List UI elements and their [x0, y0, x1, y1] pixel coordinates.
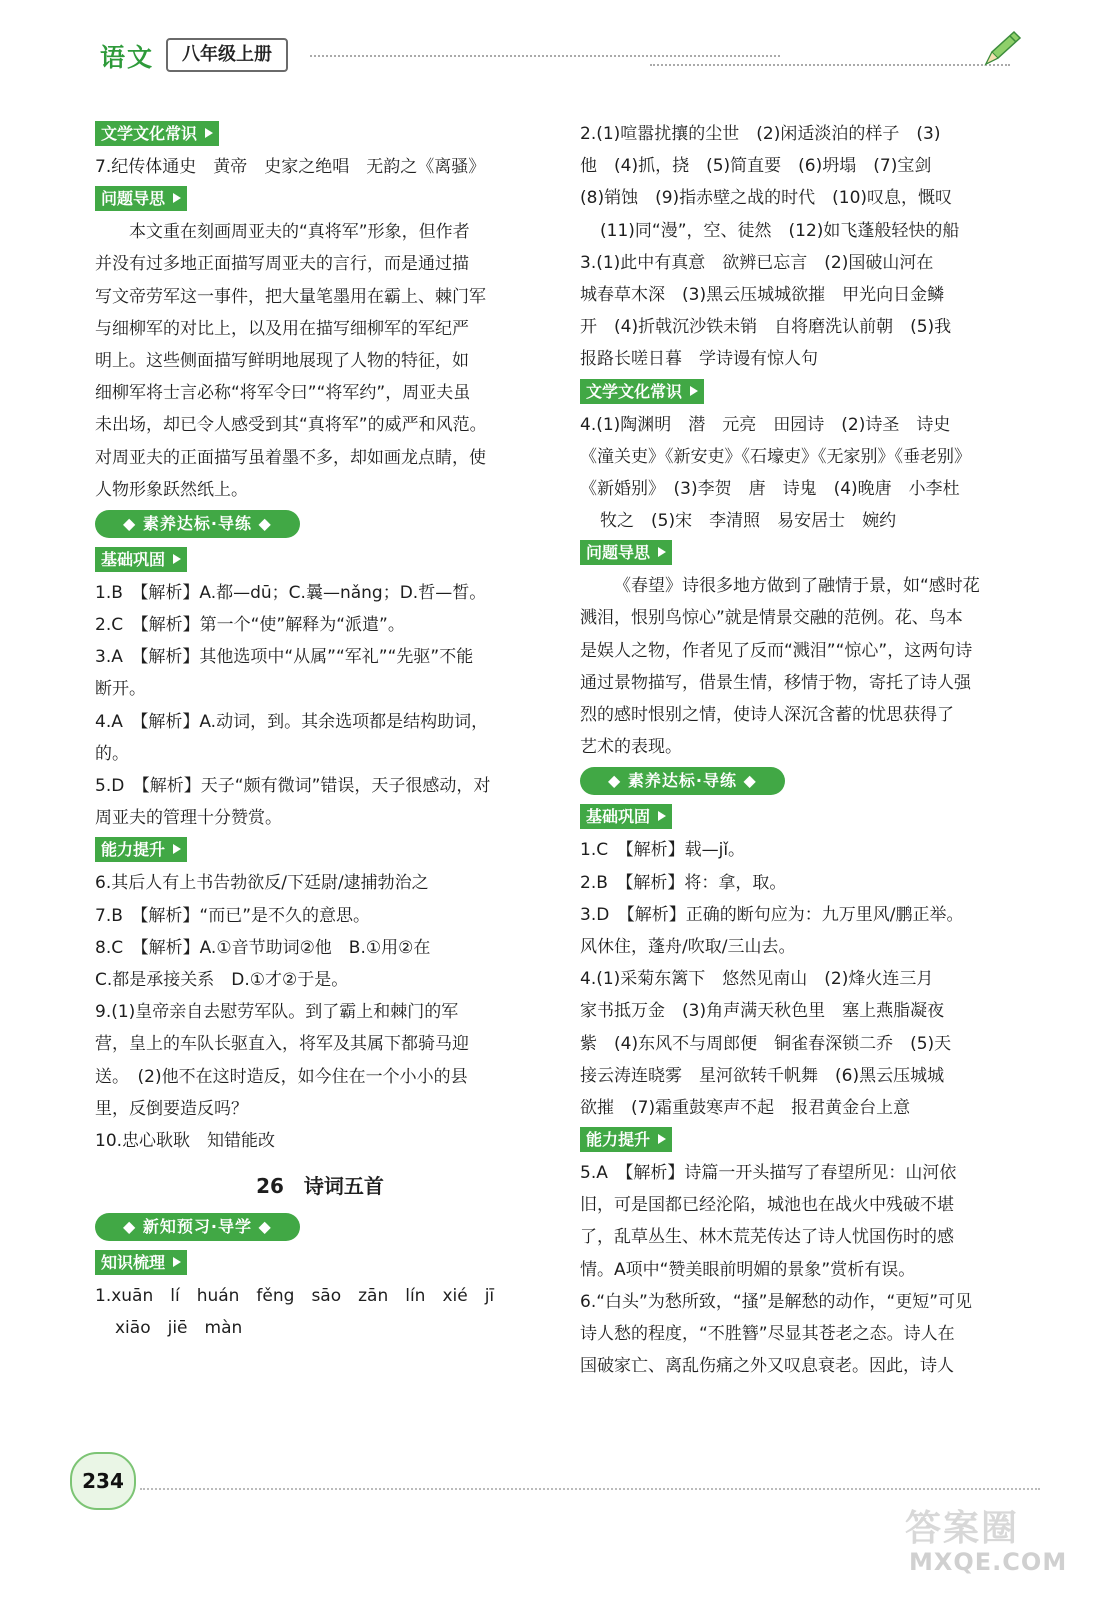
grade-badge: 八年级上册: [166, 38, 288, 72]
watermark-url: MXQE.COM: [909, 1548, 1068, 1576]
section-heading-row: [95, 118, 545, 151]
footer-divider: [140, 1488, 1040, 1490]
section-banner: ◆ 新知预习·导学 ◆: [95, 1213, 300, 1241]
answer-line: 《新婚别》 (3)李贺 唐 诗鬼 (4)晚唐 小李杜: [580, 478, 960, 499]
answer-line: 是娱人之物，作者见了反而“溅泪”“惊心”，这两句诗: [580, 640, 973, 661]
answer-line: 本文重在刻画周亚夫的“真将军”形象，但作者: [129, 222, 470, 243]
answer-line: 紫 (4)东风不与周郎便 铜雀春深锁二乔 (5)天: [580, 1033, 952, 1054]
watermark-text: 答案圈: [905, 1508, 1020, 1549]
answer-line: 1.C 【解析】载—jǐ。: [580, 840, 746, 861]
right-column: [580, 118, 1030, 1382]
answer-line: 对周亚夫的正面描写虽着墨不多，却如画龙点睛，使: [95, 447, 486, 468]
page-number: 234: [70, 1452, 136, 1510]
answer-line: 2.C 【解析】第一个“使”解释为“派遣”。: [95, 615, 405, 636]
section-tag: 文学文化常识: [580, 379, 704, 404]
answer-line: 9.(1)皇帝亲自去慰劳军队。到了霸上和棘门的军: [95, 1002, 459, 1023]
answer-line: (11)同“漫”，空、徒然 (12)如飞蓬般轻快的船: [600, 220, 960, 241]
section-tag: 知识梳理: [95, 1250, 187, 1275]
subject-title: 语文: [100, 43, 155, 72]
section-heading-row: [95, 183, 545, 216]
answer-line: 通过景物描写，借景生情，移情于物，寄托了诗人强: [580, 672, 971, 693]
answer-line: (8)销蚀 (9)指赤壁之战的时代 (10)叹息，慨叹: [580, 188, 953, 209]
answer-line: 3.A 【解析】其他选项中“从属”“军礼”“先驱”不能: [95, 647, 474, 668]
section-banner-row: [580, 763, 1030, 801]
header-divider: [310, 55, 780, 57]
section-heading-row: [580, 376, 1030, 409]
answer-line: 《潼关吏》《新安吏》《石壕吏》《无家别》《垂老别》: [580, 446, 971, 467]
answer-line: 艺术的表现。: [580, 737, 682, 758]
section-banner: ◆ 素养达标·导练 ◆: [95, 510, 300, 538]
answer-line: 细柳军将士言必称“将军令曰”“将军约”，周亚夫虽: [95, 383, 471, 404]
watermark-logo: [905, 1500, 1085, 1590]
answer-line: 1.xuān lí huán fěng sāo zān lín xié jī: [95, 1286, 495, 1307]
answer-line: 8.C 【解析】A.①音节助词②他 B.①用②在: [95, 937, 431, 958]
answer-line: 旧，可是国都已经沦陷，城池也在战火中残破不堪: [580, 1195, 954, 1216]
answer-line: 2.(1)喧嚣扰攘的尘世 (2)闲适淡泊的样子 (3): [580, 124, 941, 144]
answer-line: 烈的感时恨别之情，使诗人深沉含蓄的忧思获得了: [580, 705, 954, 725]
answer-line: 情。A项中“赞美眼前明媚的景象”赏析有误。: [580, 1259, 916, 1280]
section-heading-row: [580, 1124, 1030, 1157]
section-banner-row: [95, 1209, 545, 1247]
answer-line: xiāo jiē màn: [115, 1318, 243, 1339]
answer-line: 家书抵万金 (3)角声满天秋色里 塞上燕脂凝夜: [580, 1001, 945, 1022]
answer-line: 了，乱草丛生、林木荒芜传达了诗人忧国伤时的感: [580, 1227, 954, 1248]
section-tag: 能力提升: [580, 1127, 672, 1152]
answer-line: 人物形象跃然纸上。: [95, 479, 248, 500]
answer-line: 1.B 【解析】A.都—dū；C.曩—nǎng；D.哲—晳。: [95, 582, 487, 603]
answer-line: 4.(1)采菊东篱下 悠然见南山 (2)烽火连三月: [580, 969, 934, 990]
answer-line: 溅泪，恨别鸟惊心”就是情景交融的范例。花、鸟本: [580, 608, 963, 629]
section-tag: 基础巩固: [580, 804, 672, 829]
header-divider-lower: [650, 64, 1010, 66]
answer-line: 未出场，却已令人感受到其“真将军”的威严和风范。: [95, 415, 487, 436]
answer-line: 接云涛连晓雾 星河欲转千帆舞 (6)黑云压城城: [580, 1065, 945, 1086]
answer-line: 《春望》诗很多地方做到了融情于景，如“感时花: [614, 576, 980, 597]
answer-line: 3.(1)此中有真意 欲辨已忘言 (2)国破山河在: [580, 252, 934, 273]
answer-line: 国破家亡、离乱伤痛之外又叹息衰老。因此，诗人: [580, 1356, 954, 1377]
answer-line: 营，皇上的车队长驱直入，将军及其属下都骑马迎: [95, 1034, 469, 1055]
answer-line: 明上。这些侧面描写鲜明地展现了人物的特征，如: [95, 350, 469, 371]
answer-line: 7.B 【解析】“而已”是不久的意思。: [95, 905, 370, 926]
left-column: [95, 118, 545, 1344]
answer-line: 写文帝劳军这一事件，把大量笔墨用在霸上、棘门军: [95, 286, 486, 307]
section-tag: 文学文化常识: [95, 121, 219, 146]
answer-line: 2.B 【解析】将：拿，取。: [580, 872, 787, 893]
answer-line: 的。: [95, 743, 129, 764]
answer-line: 与细柳军的对比上，以及用在描写细柳军的军纪严: [95, 318, 469, 339]
section-tag: 基础巩固: [95, 547, 187, 572]
section-tag: 问题导思: [95, 186, 187, 211]
answer-line: 他 (4)抓，挠 (5)简直要 (6)坍塌 (7)宝剑: [580, 156, 932, 177]
answer-line: 开 (4)折戟沉沙铁未销 自将磨洗认前朝 (5)我: [580, 317, 952, 338]
answer-line: 送。 (2)他不在这时造反，如今住在一个小小的县: [95, 1066, 468, 1087]
answer-line: 城春草木深 (3)黑云压城城欲摧 甲光向日金鳞: [580, 284, 945, 305]
answer-line: 诗人愁的程度，“不胜簪”尽显其苍老之态。诗人在: [580, 1324, 955, 1344]
section-heading-row: [580, 801, 1030, 834]
section-banner: ◆ 素养达标·导练 ◆: [580, 767, 785, 795]
answer-line: 周亚夫的管理十分赞赏。: [95, 808, 282, 829]
page-header: [0, 0, 1101, 92]
answer-line: 并没有过多地正面描写周亚夫的言行，而是通过描: [95, 254, 469, 275]
answer-line: 欲摧 (7)霜重鼓寒声不起 报君黄金台上意: [580, 1097, 911, 1118]
chapter-title: 26 诗词五首: [256, 1174, 384, 1199]
section-tag: 能力提升: [95, 837, 187, 862]
answer-line: C.都是承接关系 D.①才②于是。: [95, 969, 349, 990]
section-heading-row: [95, 834, 545, 867]
section-heading-row: [95, 544, 545, 577]
answer-line: 6.“白头”为愁所致，“搔”是解愁的动作，“更短”可见: [580, 1291, 973, 1312]
answer-line: 7.纪传体通史 黄帝 史家之绝唱 无韵之《离骚》: [95, 157, 486, 177]
answer-line: 断开。: [95, 679, 146, 700]
pencil-icon: [980, 28, 1026, 68]
answer-line: 风休住，蓬舟/吹取/三山去。: [580, 936, 796, 957]
answer-line: 5.D 【解析】天子“颇有微词”错误，天子很感动，对: [95, 776, 491, 796]
answer-line: 10.忠心耿耿 知错能改: [95, 1130, 276, 1151]
section-heading-row: [580, 537, 1030, 570]
answer-line: 报路长嗟日暮 学诗谩有惊人句: [580, 349, 818, 370]
answer-line: 牧之 (5)宋 李清照 易安居士 婉约: [600, 511, 897, 532]
answer-line: 6.其后人有上书告勃欲反/下廷尉/逮捕勃治之: [95, 873, 429, 894]
section-banner-row: [95, 506, 545, 544]
section-heading-row: [95, 1247, 545, 1280]
answer-line: 4.(1)陶渊明 潜 元亮 田园诗 (2)诗圣 诗史: [580, 414, 951, 435]
section-tag: 问题导思: [580, 540, 672, 565]
answer-line: 里，反倒要造反吗？: [95, 1098, 248, 1119]
answer-line: 3.D 【解析】正确的断句应为：九万里风/鹏正举。: [580, 904, 964, 925]
answer-line: 5.A 【解析】诗篇一开头描写了春望所见：山河依: [580, 1163, 957, 1184]
answer-line: 4.A 【解析】A.动词，到。其余选项都是结构助词，: [95, 711, 489, 732]
